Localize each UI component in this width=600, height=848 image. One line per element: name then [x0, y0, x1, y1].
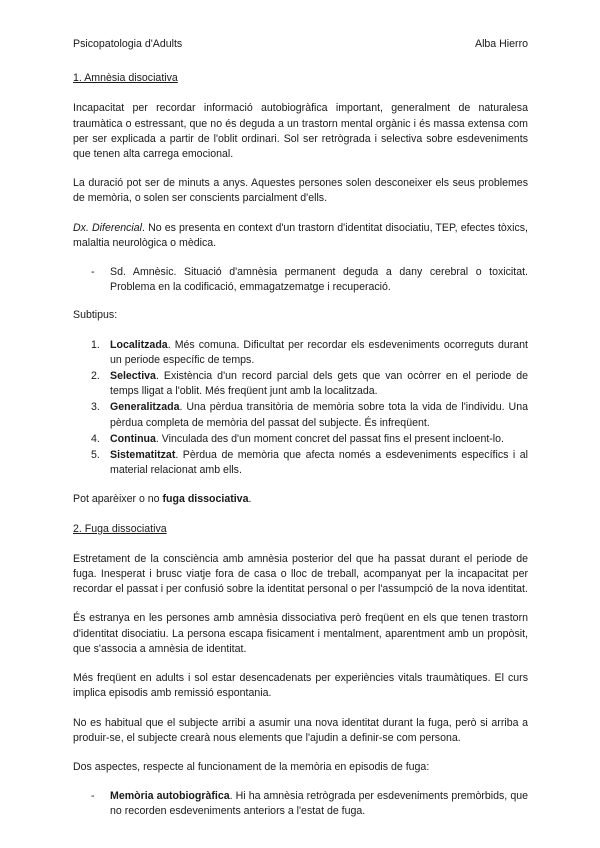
amnesic-syndrome-list	[73, 265, 528, 295]
header-author: Alba Hierro	[475, 38, 528, 50]
memory-aspect-name: Memòria autobiogràfica	[110, 790, 230, 803]
section-2-heading: 2. Fuga dissociativa	[73, 522, 167, 535]
memory-aspects-list	[73, 789, 528, 819]
subtype-text: . Pèrdua de memòria que afecta només a esdeveniments específics i al material relacionat amb ells.	[110, 449, 528, 477]
differential-diagnosis-text: . No es presenta en context d'un trastorn d'identitat disociatiu, TEP, efectes tòxics, malaltia neurològica o mèdica.	[73, 221, 528, 249]
list-item: - Sd. Amnèsic. Situació d'amnèsia permanent deguda a dany cerebral o toxicitat. Problema en la codificació, emmagatzematge i recuperació.	[91, 266, 528, 294]
amnesic-syndrome-text: Sd. Amnèsic. Situació d'amnèsia permanent deguda a dany cerebral o toxicitat. Problema en la codificació, emmagatzematge i recuperació.	[110, 266, 528, 294]
memory-aspect-text: . Hi ha amnèsia retrògrada per esdeveniments premòrbids, que no recorden esdeveniments anteriors a l'estat de fuga.	[110, 790, 528, 818]
subtype-text: . Una pèrdua transitòria de memòria sobre tota la vida de l'individu. Una pèrdua completa de memòria del passat del subjecte. És infreqüent.	[110, 401, 528, 429]
subtype-name: Sistematitzat	[110, 449, 176, 462]
item-number: 2.	[91, 370, 100, 383]
subtype-name: Generalitzada	[110, 401, 180, 414]
differential-diagnosis-paragraph	[73, 221, 528, 251]
page-header	[73, 37, 528, 52]
differential-diagnosis-label: Dx. Diferencial	[73, 221, 143, 234]
section-2-paragraph-1: Estretament de la consciència amb amnèsia posterior del que ha passat durant el periode de fuga. Inesperat i brusc viatje fora de casa o lloc de treball, acompanyat per la incapacitat per recordar el passat i per confusió sobre la identitat personal o per l'assumpció de la nova identitat.	[73, 552, 528, 596]
fugue-mention-bold: fuga dissociativa	[162, 493, 249, 506]
list-item	[73, 369, 528, 399]
fugue-mention-end: .	[248, 493, 252, 506]
subtype-name: Localitzada	[110, 338, 168, 351]
document-page	[73, 37, 528, 833]
subtype-text: . Més comuna. Dificultat per recordar els esdeveniments ocorreguts durant un periode específic de temps.	[110, 338, 528, 366]
item-number: 3.	[91, 401, 100, 414]
subtypes-list	[73, 338, 528, 479]
section-2-paragraph-2: És estranya en les persones amb amnèsia dissociativa però freqüent en els que tenen trastorn d'identitat disociatiu. La persona escapa fisicament i mentalment, aparentment amb un propòsit, que s'associa a amnèsia de identitat.	[73, 612, 528, 655]
list-item: - Memòria autobiogràfica. Hi ha amnèsia retrògrada per esdeveniments premòrbids, que no recorden esdeveniments anteriors a l'estat de fuga.	[91, 790, 528, 818]
fugue-mention-text: Pot aparèixer o no	[73, 493, 163, 506]
subtype-name: Continua	[110, 432, 156, 445]
section-2-paragraph-3: Més freqüent en adults i sol estar desencadenats per experiències vitals traumàtiques. El curs implica episodis amb remissió espontania.	[73, 672, 528, 700]
header-course-title: Psicopatologia d'Adults	[73, 38, 183, 50]
fugue-mention-paragraph	[73, 492, 528, 507]
list-item	[73, 400, 528, 430]
list-item	[73, 448, 528, 478]
subtypes-label: Subtipus:	[73, 309, 118, 322]
section-2-paragraph-5: Dos aspectes, respecte al funcionament de la memòria en episodis de fuga:	[73, 760, 430, 773]
section-1-heading: 1. Amnèsia disociativa	[73, 72, 178, 85]
item-number: 1.	[91, 338, 100, 351]
list-item	[73, 338, 528, 368]
section-1-paragraph-2: La duració pot ser de minuts a anys. Aquestes persones solen desconeixer els seus problemes de memòria, o solen ser conscients parcialment d'ells.	[73, 177, 528, 205]
section-2-paragraph-4: No es habitual que el subjecte arribi a asumir una nova identitat durant la fuga, però si arriba a produir-se, el subjecte crearà nous elements que l'ajudin a definir-se com persona.	[73, 716, 528, 744]
section-1-paragraph-1: Incapacitat per recordar informació autobiogràfica important, generalment de naturalesa traumàtica o estressant, que no és deguda a un trastorn mental orgànic i és massa extensa com per ser explicada a partir de l'oblit ordinari. Sol ser retrògrada i selectiva sobre esdeveniments que tenen alta carrega emocional.	[73, 102, 528, 161]
subtype-text: . Vinculada des d'un moment concret del passat fins el present incloent-lo.	[155, 432, 504, 445]
subtype-text: . Existència d'un record parcial dels gets que van ocòrrer en el periode de temps lligat a l'oblit. Més freqüent junt amb la localitzada.	[110, 370, 528, 398]
subtype-name: Selectiva	[110, 370, 156, 383]
item-number: 4.	[91, 432, 100, 445]
list-item	[73, 432, 528, 447]
item-number: 5.	[91, 449, 100, 462]
